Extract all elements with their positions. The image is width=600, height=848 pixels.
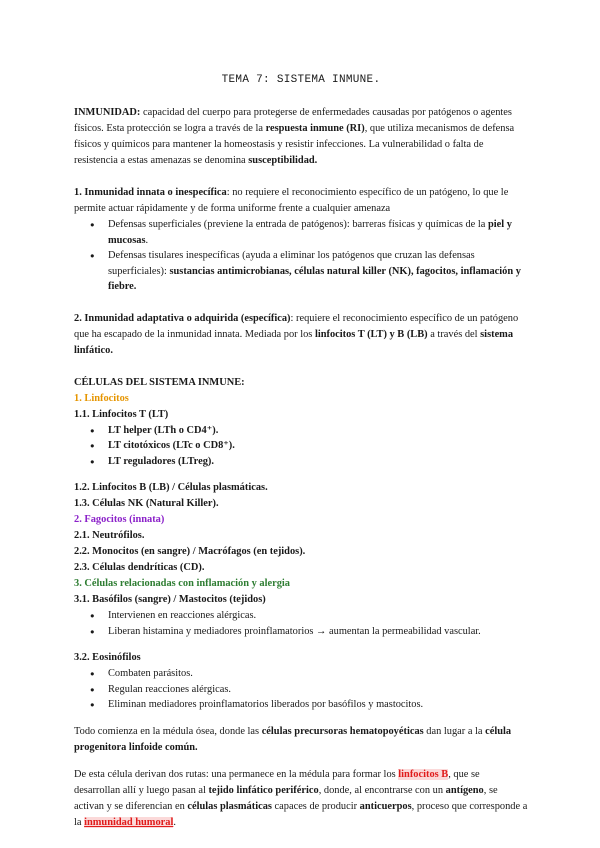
basofilos-list	[74, 608, 528, 639]
nk-heading: 1.3. Células NK (Natural Killer).	[74, 498, 219, 509]
eosinofilos-list	[74, 666, 528, 713]
rutas-paragraph: De esta célula derivan dos rutas: una permanece en la médula para formar los linfocitos B, que se desarrollan allí y luego pasan al tejido linfático periférico, donde, al encontrarse con un antígeno, se activan y se diferencian en células plasmáticas capaces de producir anticuerpos, proceso que corresponde a la inmunidad humoral.	[74, 768, 528, 828]
adaptativa-heading: 2. Inmunidad adaptativa o adquirida (específica)	[74, 312, 291, 324]
neutrofilos-heading: 2.1. Neutrófilos.	[74, 530, 145, 541]
list-item: ● Defensas tisulares inespecíficas (ayuda a eliminar los patógenos que cruzan las defensas superficiales): sustancias antimicrobianas, células natural killer (NK), fagocitos, inflamación y fiebre.	[108, 248, 528, 295]
list-item: ● Combaten parásitos.	[108, 666, 528, 682]
linfocitos-heading: 1. Linfocitos	[74, 392, 129, 404]
list-item: ● Defensas superficiales (previene la entrada de patógenos): barreras físicas y químicas de la piel y mucosas.	[108, 217, 528, 248]
document-title: TEMA 7: SISTEMA INMUNE.	[221, 74, 381, 86]
lt-heading: 1.1. Linfocitos T (LT)	[74, 408, 169, 420]
adaptativa-paragraph: 2. Inmunidad adaptativa o adquirida (específica): requiere el reconocimiento específico de un patógeno que ha escapado de la inmunidad innata. Mediada por los linfocitos T (LT) y B (LB) a través del sistema linfático.	[74, 312, 519, 356]
intro-paragraph: INMUNIDAD: capacidad del cuerpo para protegerse de enfermedades causadas por patógenos o agentes físicos. Esta protección se logra a través de la respuesta inmune (RI), que utiliza mecanismos de defensa físicos y químicos para mantener la homeostasis y resistir infecciones. La vulnerabilidad o falta de resistencia a estas amenazas se denomina susceptibilidad.	[74, 107, 515, 166]
dendriticas-heading: 2.3. Células dendríticas (CD).	[74, 562, 205, 573]
fagocitos-heading: 2. Fagocitos (innata)	[74, 514, 165, 525]
monocitos-heading: 2.2. Monocitos (en sangre) / Macrófagos (en tejidos).	[74, 546, 306, 557]
lb-heading: 1.2. Linfocitos B (LB) / Células plasmáticas.	[74, 482, 268, 493]
origen-paragraph: Todo comienza en la médula ósea, donde las células precursoras hematopoyéticas dan lugar a la célula progenitora linfoide común.	[74, 725, 512, 753]
inmunidad-humoral-highlight: inmunidad humoral	[84, 816, 174, 828]
list-item: ● LT reguladores (LTreg).	[108, 454, 528, 470]
innata-list	[74, 217, 528, 295]
basofilos-heading: 3.1. Basófilos (sangre) / Mastocitos (tejidos)	[74, 594, 266, 605]
list-item: ● Eliminan mediadores proinflamatorios liberados por basófilos y mastocitos.	[108, 697, 528, 713]
innata-paragraph: 1. Inmunidad innata o inespecífica: no requiere el reconocimiento específico de un patógeno, lo que le permite actuar rápidamente y de forma uniforme frente a cualquier amenaza	[74, 187, 509, 214]
innata-heading: 1. Inmunidad innata o inespecífica	[74, 187, 227, 198]
list-item: ● LT citotóxicos (LTc o CD8⁺).	[108, 438, 528, 454]
linfocitos-b-highlight: linfocitos B	[398, 768, 449, 780]
eosinofilos-heading: 3.2. Eosinófilos	[74, 652, 141, 663]
list-item: ● Liberan histamina y mediadores proinflamatorios → aumentan la permeabilidad vascular.	[108, 624, 528, 640]
list-item: ● LT helper (LTh o CD4⁺).	[108, 423, 528, 439]
lt-list	[74, 423, 528, 470]
intro-term: INMUNIDAD:	[74, 107, 141, 118]
celulas-heading: CÉLULAS DEL SISTEMA INMUNE:	[74, 376, 245, 388]
list-item: ● Regulan reacciones alérgicas.	[108, 682, 528, 698]
list-item: ● Intervienen en reacciones alérgicas.	[108, 608, 528, 624]
inflamacion-heading: 3. Células relacionadas con inflamación y alergia	[74, 578, 290, 589]
